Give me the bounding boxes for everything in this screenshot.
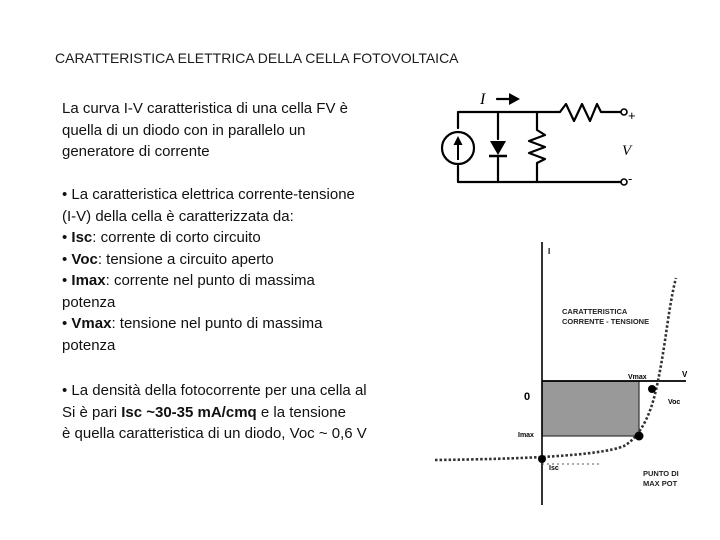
list-bullet: • — [62, 315, 72, 332]
list-item-continuation: potenza — [62, 293, 116, 311]
term-vmax: Vmax — [71, 315, 112, 332]
plus-label: + — [628, 108, 636, 123]
max-power-point-label-line2: MAX POT — [643, 479, 678, 488]
term-description: : corrente nel punto di massima — [105, 272, 315, 289]
imax-label: Imax — [518, 432, 534, 439]
voc-point-icon — [648, 385, 656, 393]
list-bullet: • — [62, 272, 72, 289]
term-voc: Voc — [71, 250, 98, 268]
iv-characteristic-graph — [430, 238, 700, 510]
isc-point-icon — [538, 455, 546, 463]
list-item-vmax — [62, 313, 407, 335]
negative-terminal-icon — [621, 179, 627, 185]
minus-label: - — [628, 171, 633, 186]
current-label: I — [480, 91, 486, 108]
term-isc: Isc — [71, 229, 93, 246]
list-bullet: • — [62, 250, 72, 268]
density-text: Si è pari — [62, 403, 122, 421]
list-item-voc — [62, 249, 407, 271]
max-power-point-label-line1: PUNTO DI — [643, 469, 679, 478]
density-paragraph — [62, 380, 407, 445]
list-bullet: • — [62, 229, 72, 246]
intro-paragraph — [62, 98, 407, 163]
shunt-resistor-icon — [529, 112, 545, 182]
list-item-imax — [62, 270, 407, 292]
max-power-point-icon — [635, 432, 644, 441]
list-item-continuation: potenza — [62, 336, 116, 354]
voltage-label: V — [622, 143, 632, 159]
params-lead-line: • La caratteristica elettrica corrente-tensione — [62, 186, 355, 203]
bottom-wire — [458, 166, 624, 182]
list-item-isc — [62, 227, 407, 249]
intro-line: La curva I-V caratteristica di una cella FV è — [62, 100, 348, 117]
current-arrowhead — [509, 93, 520, 105]
density-line: è quella caratteristica di un diodo, Voc ~ 0,6 V — [62, 425, 367, 442]
density-text: e la tensione — [256, 403, 346, 421]
term-description: : tensione a circuito aperto — [97, 250, 274, 268]
isc-label: Isc — [549, 465, 559, 472]
term-description: : corrente di corto circuito — [92, 229, 261, 246]
axis-i-label: I — [548, 247, 551, 256]
density-line: • La densità della fotocorrente per una cella al — [62, 382, 367, 399]
params-lead-line: (I-V) della cella è caratterizzata da: — [62, 207, 294, 225]
density-line — [62, 402, 407, 424]
term-description: : tensione nel punto di massima — [111, 315, 323, 332]
vmax-label: Vmax — [628, 374, 647, 381]
term-imax: Imax — [71, 272, 106, 289]
density-value: Isc ~30-35 mA/cmq — [121, 403, 257, 421]
parameters-list — [62, 184, 407, 356]
max-power-area — [542, 381, 639, 436]
origin-label: 0 — [524, 391, 531, 403]
graph-title-line1: CARATTERISTICA — [562, 307, 628, 316]
intro-line: quella di un diodo con in parallelo un — [62, 121, 306, 139]
current-source-arrowhead — [454, 136, 463, 145]
slide-title: CARATTERISTICA ELETTRICA DELLA CELLA FOTOVOLTAICA — [55, 50, 459, 66]
graph-title-line2: CORRENTE - TENSIONE — [562, 317, 650, 326]
positive-terminal-icon — [621, 109, 627, 115]
diode-icon — [490, 141, 506, 155]
equivalent-circuit-diagram — [430, 80, 650, 195]
intro-line: generatore di corrente — [62, 143, 210, 160]
voc-label: Voc — [668, 399, 681, 406]
axis-v-label: V — [682, 370, 688, 379]
